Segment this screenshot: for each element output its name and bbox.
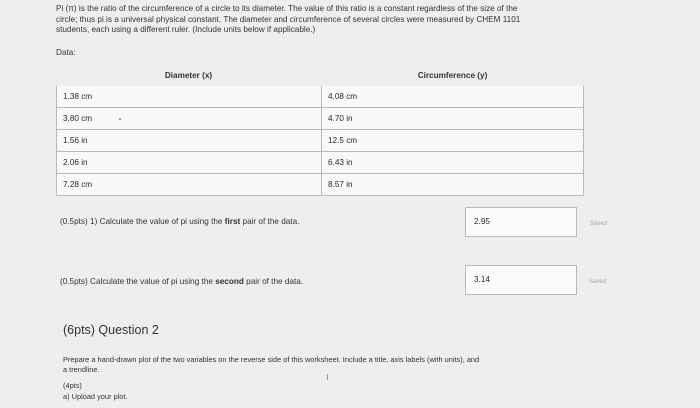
q1-emphasis: first	[224, 217, 241, 226]
q1-saved-status: Saved	[590, 221, 608, 227]
header-diameter: Diameter (x)	[164, 71, 213, 80]
q1-suffix: pair of the data.	[240, 217, 300, 226]
circumference-cell: 4.08 cm	[328, 92, 358, 101]
q2-points: (4pts)	[63, 381, 82, 390]
table-row	[56, 86, 584, 108]
diameter-cell: 1.56 in	[57, 130, 322, 151]
circumference-cell: 6.43 in	[328, 158, 353, 167]
question-1b-prompt	[60, 277, 303, 286]
q1b-suffix: pair of the data.	[243, 277, 304, 286]
question-2-text	[63, 355, 593, 374]
q1b-answer-field[interactable]: 3.14	[465, 265, 577, 295]
table-header	[56, 66, 584, 86]
intro-line-3: students, each using a different ruler. (Include units below if applicable.)	[56, 25, 316, 34]
q1-answer-field[interactable]: 2.95	[465, 207, 577, 237]
diameter-cell: 1.38 cm	[57, 86, 322, 107]
text-cursor	[327, 374, 328, 380]
intro-line-2: circle; thus pi is a universal physical constant. The diameter and circumference of several circles were measured by CHEM 1101	[56, 14, 521, 24]
table-row	[56, 108, 584, 130]
diameter-cell: 2.06 in	[57, 152, 322, 173]
intro-line-1: Pi (π) is the ratio of the circumference of a circle to its diameter. The value of this ratio is a constant regardless of the size of the	[56, 4, 518, 13]
table-row	[56, 130, 584, 152]
q1b-saved-status: Saved	[589, 279, 607, 285]
header-circumference: Circumference (y)	[417, 71, 488, 80]
data-table	[56, 66, 584, 196]
q1-prefix: (0.5pts) 1) Calculate the value of pi using the	[60, 217, 225, 226]
q2-upload-instruction: a) Upload your plot.	[63, 392, 128, 401]
table-row	[56, 174, 584, 196]
data-label: Data:	[56, 48, 76, 57]
stray-dot	[119, 118, 121, 120]
q1b-prefix: (0.5pts) Calculate the value of pi using the	[60, 277, 216, 286]
diameter-cell: 3.80 cm	[57, 108, 322, 129]
q2-line-2: a trendline.	[63, 364, 100, 374]
q1b-emphasis: second	[215, 277, 244, 286]
circumference-cell: 8.57 in	[328, 180, 353, 189]
intro-paragraph	[56, 4, 616, 36]
circumference-cell: 4.70 in	[328, 114, 353, 123]
q2-line-1: Prepare a hand-drawn plot of the two variables on the reverse side of this worksheet. Include a title, axis labels (with units), and	[63, 355, 480, 364]
question-2-title: (6pts) Question 2	[63, 323, 159, 337]
question-1-prompt	[60, 217, 299, 226]
circumference-cell: 12.5 cm	[328, 136, 358, 145]
table-row	[56, 152, 584, 174]
diameter-cell: 7.28 cm	[57, 174, 322, 195]
